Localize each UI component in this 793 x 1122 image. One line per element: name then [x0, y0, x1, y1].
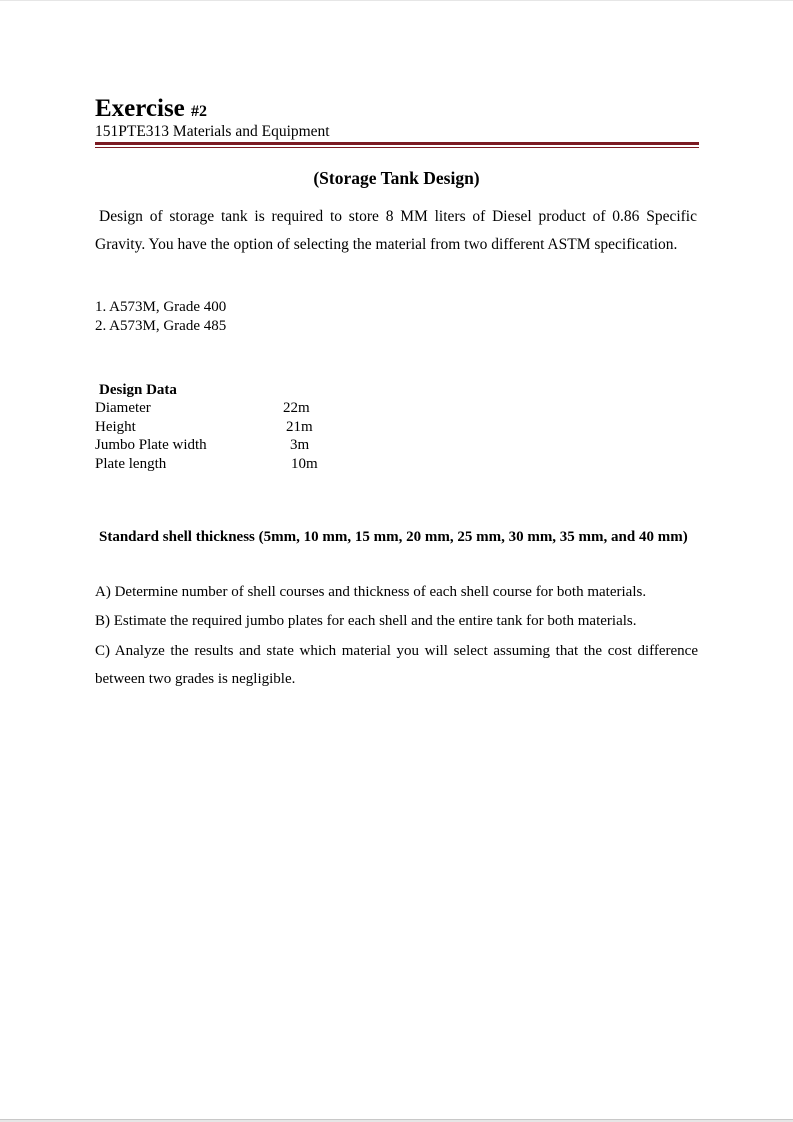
question-c: C) Analyze the results and state which material you will select assuming that the cost difference between two grades is negligible. — [95, 643, 698, 687]
design-data-value: 22m — [283, 400, 310, 416]
intro-paragraph: Design of storage tank is required to store 8 MM liters of Diesel product of 0.86 Specific Gravity. You have the option of selecting the material from two different ASTM specification. — [95, 208, 697, 253]
course-name: 151PTE313 Materials and Equipment — [95, 123, 330, 140]
material-item-2: 2. A573M, Grade 485 — [95, 318, 227, 334]
question-a: A) Determine number of shell courses and thickness of each shell course for both materials. — [95, 584, 647, 600]
design-data-label: Diameter — [95, 400, 151, 416]
section-title: (Storage Tank Design) — [313, 168, 480, 188]
page-top-edge — [0, 0, 793, 1]
material-list — [95, 298, 226, 336]
design-data-value: 3m — [290, 437, 310, 453]
standard-thickness-heading: Standard shell thickness (5mm, 10 mm, 15 mm, 20 mm, 25 mm, 30 mm, 35 mm, and 40 mm) — [99, 529, 688, 545]
header-rule-thin — [95, 147, 699, 148]
design-data-label: Jumbo Plate width — [95, 437, 207, 453]
design-data-label: Height — [95, 418, 136, 435]
design-data-value: 10m — [291, 455, 318, 472]
exercise-title-main: Exercise — [95, 95, 185, 122]
exercise-number: #2 — [191, 103, 208, 120]
question-b: B) Estimate the required jumbo plates for each shell and the entire tank for both materials. — [95, 613, 637, 629]
design-data-value: 21m — [286, 418, 313, 435]
material-item-1: 1. A573M, Grade 400 — [95, 299, 227, 315]
header-rule-thick — [95, 142, 699, 145]
design-data-title: Design Data — [99, 382, 177, 398]
design-data-label: Plate length — [95, 455, 167, 472]
